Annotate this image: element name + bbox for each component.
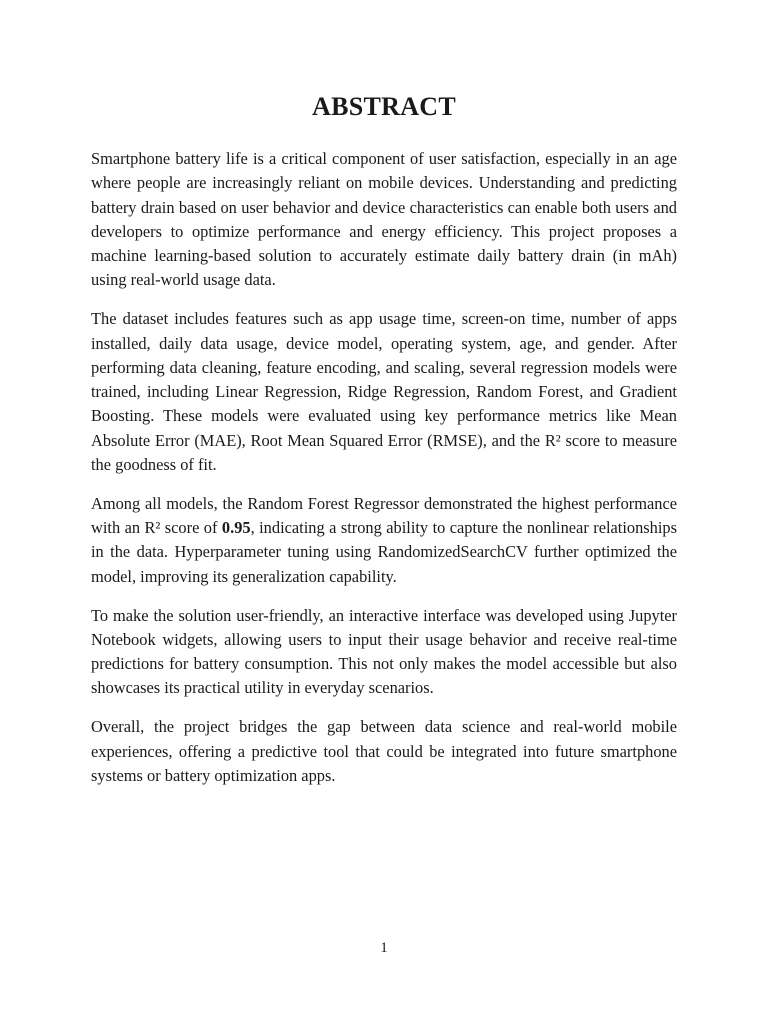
paragraph-3-after: , indicating a strong ability to capture the nonlinear relationships in the data. Hyperparameter tuning using RandomizedSearchCV further optimized the model, improving its generalization capability. (91, 518, 677, 586)
page-number: 1 (380, 940, 388, 956)
abstract-body (91, 147, 677, 803)
page-title: ABSTRACT (312, 92, 456, 121)
paragraph-5: Overall, the project bridges the gap between data science and real-world mobile experiences, offering a predictive tool that could be integrated into future smartphone systems or battery optimization apps. (91, 717, 677, 785)
paragraph-3 (91, 492, 677, 589)
paragraph-4: To make the solution user-friendly, an interactive interface was developed using Jupyter Notebook widgets, allowing users to input their usage behavior and receive real-time predictions for battery consumption. This not only makes the model accessible but also showcases its practical utility in everyday scenarios. (91, 605, 677, 698)
paragraph-3-before: Among all models, the Random Forest Regressor demonstrated the highest performance with an R² score of (91, 493, 677, 538)
paragraph-2: The dataset includes features such as app usage time, screen-on time, number of apps installed, daily data usage, device model, operating system, age, and gender. After performing data cleaning, feature encoding, and scaling, several regression models were trained, including Linear Regression, Ridge Regression, Random Forest, and Gradient Boosting. These models were evaluated using key performance metrics like Mean Absolute Error (MAE), Root Mean Squared Error (RMSE), and the R² score to measure the goodness of fit. (91, 309, 677, 475)
r2-score-value: 0.95 (221, 518, 251, 538)
paragraph-1: Smartphone battery life is a critical component of user satisfaction, especially in an age where people are increasingly reliant on mobile devices. Understanding and predicting battery drain based on user behavior and device characteristics can enable both users and developers to optimize performance and energy efficiency. This project proposes a machine learning-based solution to accurately estimate daily battery drain (in mAh) using real-world usage data. (91, 149, 677, 290)
